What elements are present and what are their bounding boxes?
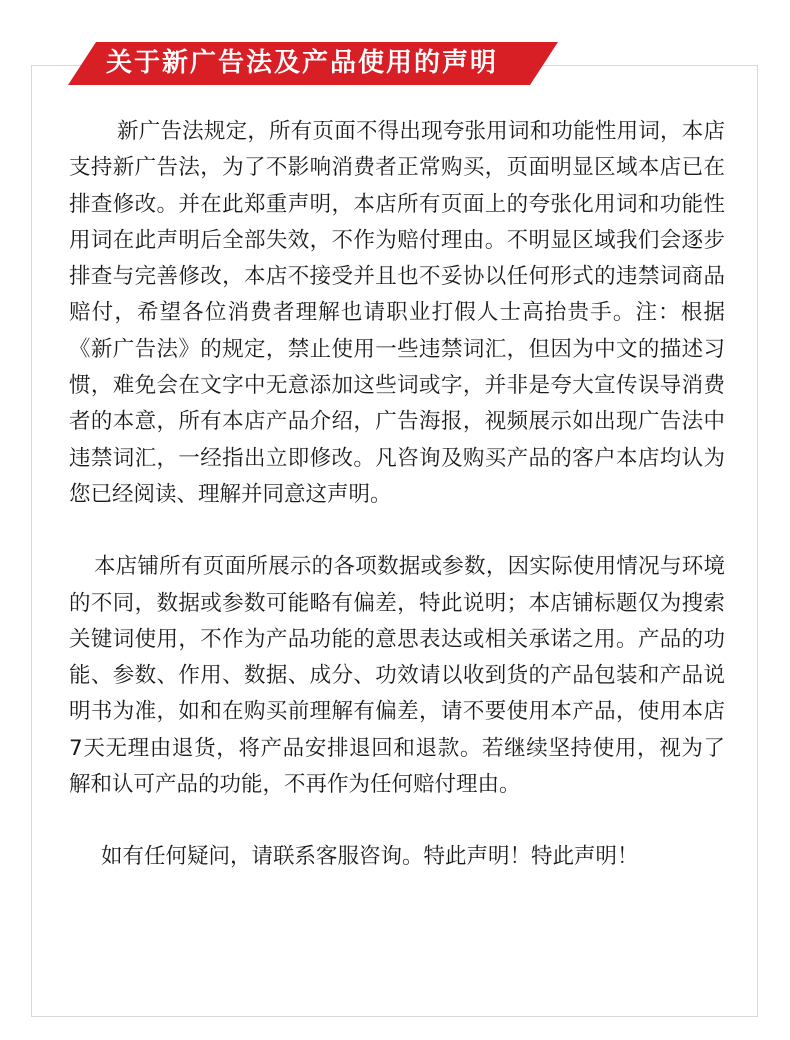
paragraph-contact: 如有任何疑问，请联系客服咨询。特此声明！特此声明！: [101, 844, 639, 870]
page-title: 关于新广告法及产品使用的声明: [106, 48, 499, 78]
paragraph-data-params: 本店铺所有页面所展示的各项数据或参数，因实际使用情况与环境的不同，数据或参数可能略有偏差，特此说明；本店铺标题仅为搜索关键词使用，不作为产品功能的意思表达或相关承诺之用。产品的功能、参数、作用、数据、成分、功效请以收到货的产品包装和产品说明书为准，如和在购买前理解有偏差，请不要使用本产品，使用本店7天无理由退货，将产品安排退回和退款。若继续坚持使用，视为了解和认可产品的功能，不再作为任何赔付理由。: [69, 554, 725, 798]
paragraph-ad-law: 新广告法规定，所有页面不得出现夸张用词和功能性用词，本店支持新广告法，为了不影响消费者正常购买，页面明显区域本店已在排查修改。并在此郑重声明，本店所有页面上的夸张化用词和功能性用词在此声明后全部失效，不作为赔付理由。不明显区域我们会逐步排查与完善修改，本店不接受并且也不妥协以任何形式的违禁词商品赔付，希望各位消费者理解也请职业打假人士高抬贵手。注：根据《新广告法》的规定，禁止使用一些违禁词汇，但因为中文的描述习惯，难免会在文字中无意添加这些词或字，并非是夸大宣传误导消费者的本意，所有本店产品介绍，广告海报，视频展示如出现广告法中违禁词汇，一经指出立即修改。凡咨询及购买产品的客户本店均认为您已经阅读、理解并同意这声明。: [69, 119, 725, 507]
title-banner: [68, 42, 558, 85]
notice-content: [69, 114, 725, 876]
